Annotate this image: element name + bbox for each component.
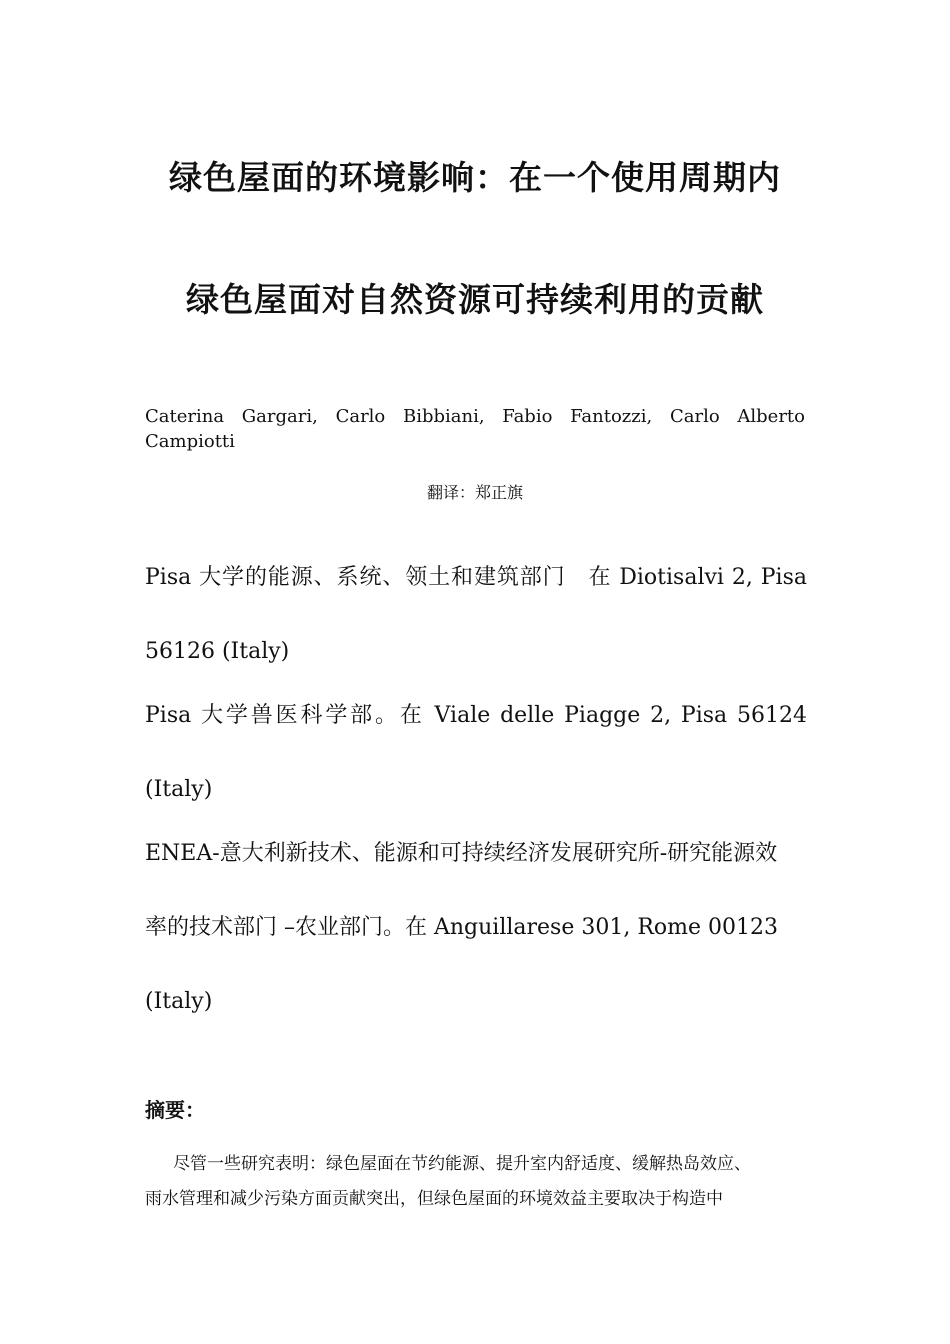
affiliation-2-line-2: (Italy) [145, 777, 213, 802]
affiliation-3-line-1: ENEA-意大利新技术、能源和可持续经济发展研究所-研究能源效 [145, 841, 778, 866]
title-line-2: 绿色屋面对自然资源可持续利用的贡献 [186, 280, 764, 319]
author-list: Caterina Gargari, Carlo Bibbiani, Fabio Fantozzi, Carlo Alberto Campiotti [145, 406, 805, 452]
abstract-heading: 摘要： [145, 1098, 205, 1122]
affiliation-2-line-1: Pisa 大学兽医科学部。在 Viale delle Piagge 2, Pisa 56124 [145, 703, 807, 728]
affiliation-3-line-3: (Italy) [145, 989, 213, 1014]
abstract-line-2: 雨水管理和减少污染方面贡献突出，但绿色屋面的环境效益主要取决于构造中 [145, 1189, 723, 1209]
title-line-1: 绿色屋面的环境影响：在一个使用周期内 [169, 158, 781, 197]
affiliation-1-line-2: 56126 (Italy) [145, 639, 290, 664]
translator-credit: 翻译：郑正旗 [426, 483, 523, 502]
affiliation-1-line-1: Pisa 大学的能源、系统、领土和建筑部门 在 Diotisalvi 2, Pisa [145, 565, 807, 590]
abstract-line-1: 尽管一些研究表明：绿色屋面在节约能源、提升室内舒适度、缓解热岛效应、 [173, 1154, 751, 1174]
affiliation-3-line-2: 率的技术部门 –农业部门。在 Anguillarese 301, Rome 00123 [145, 915, 779, 940]
